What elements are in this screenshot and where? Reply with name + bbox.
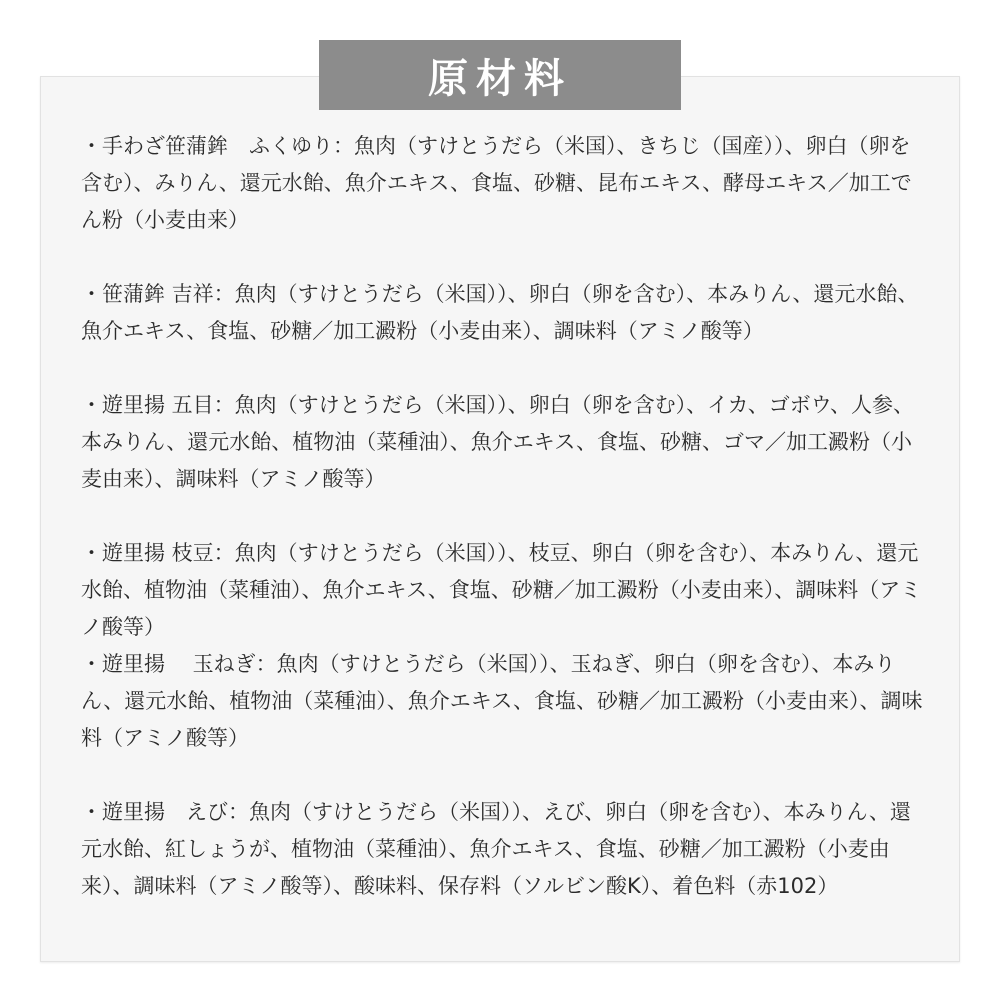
ingredients-list [81, 128, 931, 905]
ingredient-entry: ・遊里揚 五目：魚肉（すけとうだら（米国））、卵白（卵を含む）、イカ、ゴボウ、人参、本みりん、還元水飴、植物油（菜種油）、魚介エキス、食塩、砂糖、ゴマ／加工澱粉（小麦由来）、調味料（アミノ酸等） [81, 393, 915, 491]
spacer [81, 239, 931, 276]
ingredient-entry: ・遊里揚 枝豆：魚肉（すけとうだら（米国））、枝豆、卵白（卵を含む）、本みりん、還元水飴、植物油（菜種油）、魚介エキス、食塩、砂糖／加工澱粉（小麦由来）、調味料（アミノ酸等） [81, 541, 922, 639]
ingredient-entry: ・遊里揚 えび：魚肉（すけとうだら（米国））、えび、卵白（卵を含む）、本みりん、還元水飴、紅しょうが、植物油（菜種油）、魚介エキス、食塩、砂糖／加工澱粉（小麦由来）、調味料（アミノ酸等）、酸味料、保存料（ソルビン酸K）、着色料（赤102） [81, 800, 911, 898]
spacer [81, 498, 931, 535]
ingredient-entry: ・笹蒲鉾 吉祥：魚肉（すけとうだら（米国））、卵白（卵を含む）、本みりん、還元水飴、魚介エキス、食塩、砂糖／加工澱粉（小麦由来）、調味料（アミノ酸等） [81, 282, 919, 343]
section-title: 原材料 [319, 40, 681, 110]
spacer [81, 757, 931, 794]
ingredient-entry: ・手わざ笹蒲鉾 ふくゆり：魚肉（すけとうだら（米国）、きちじ（国産））、卵白（卵を含む）、みりん、還元水飴、魚介エキス、食塩、砂糖、昆布エキス、酵母エキス／加工でん粉（小麦由来） [81, 134, 912, 232]
spacer [81, 350, 931, 387]
ingredient-entry: ・遊里揚 玉ねぎ：魚肉（すけとうだら（米国））、玉ねぎ、卵白（卵を含む）、本みりん、還元水飴、植物油（菜種油）、魚介エキス、食塩、砂糖／加工澱粉（小麦由来）、調味料（アミノ酸等） [81, 652, 923, 750]
